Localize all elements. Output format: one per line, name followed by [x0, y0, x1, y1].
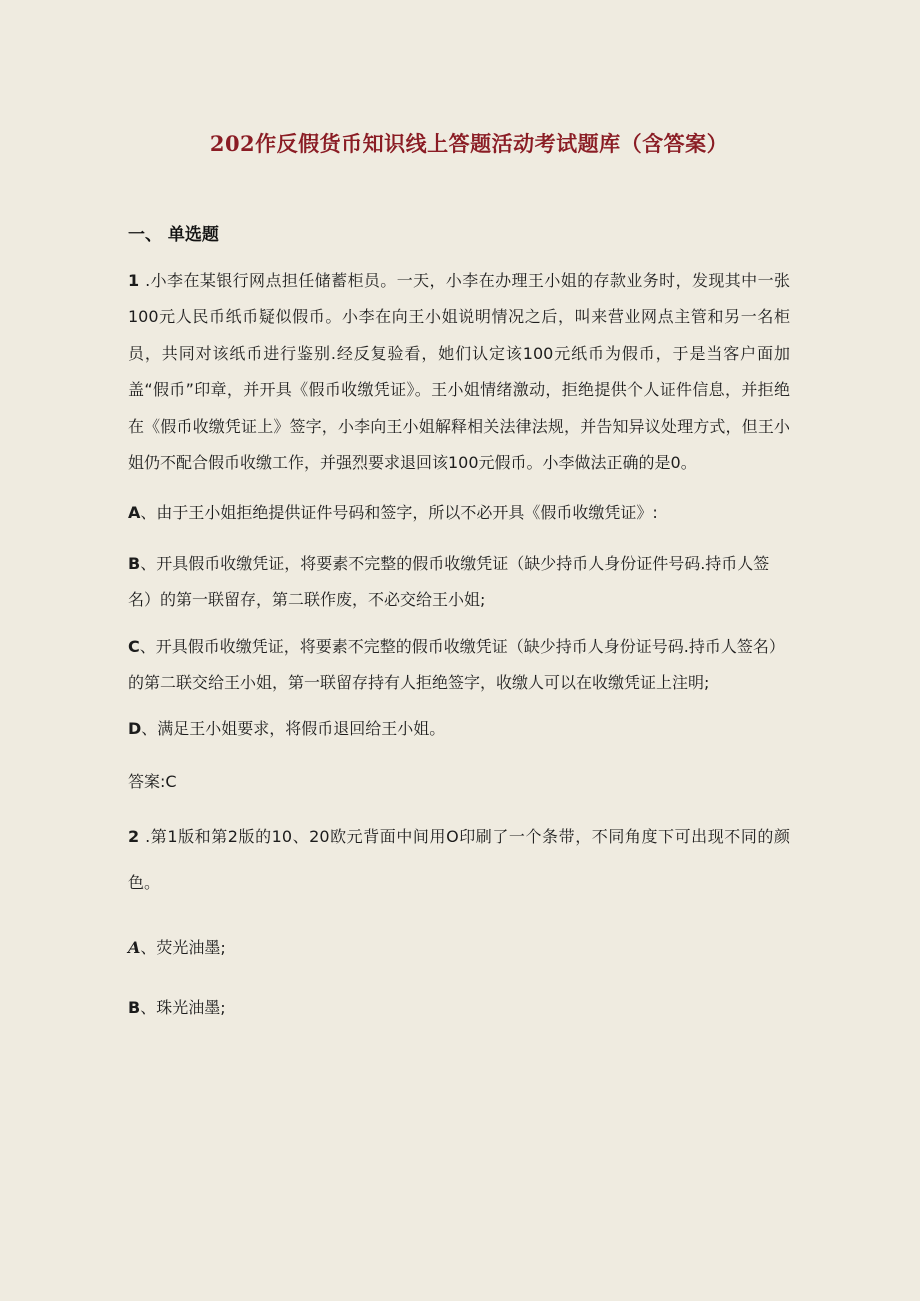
option-letter: B [128, 998, 141, 1018]
option-letter: C [128, 636, 140, 656]
option-letter: D [128, 719, 142, 739]
option-text: 、由于王小姐拒绝提供证件号码和签字，所以不必开具《假币收缴凭证》: [140, 503, 658, 523]
question-1-option-a [128, 495, 790, 531]
document-title: 202作反假货币知识线上答题活动考试题库（含答案） [209, 131, 729, 156]
question-1 [128, 263, 790, 481]
option-text: 、满足王小姐要求，将假币退回给王小姐。 [141, 719, 446, 739]
question-number: 2 [128, 826, 140, 846]
option-letter: A [128, 937, 141, 957]
section-heading: 一、 单选题 [128, 225, 219, 245]
question-1-answer: 答案:C [128, 771, 177, 791]
option-text: 、珠光油墨; [140, 998, 226, 1018]
question-1-option-d [128, 711, 790, 747]
question-2-option-a [128, 930, 790, 966]
question-text: .小李在某银行网点担任储蓄柜员。一天，小李在办理王小姐的存款业务时，发现其中一张100元人民币纸币疑似假币。小李在向王小姐说明情况之后，叫来营业网点主管和另一名柜员，共同对该纸币进行鉴别.经反复验看，她们认定该100元纸币为假币，于是当客户面加盖“假币”印章，并开具《假币收缴凭证》。王小姐情绪激动，拒绝提供个人证件信息，并拒绝在《假币收缴凭证上》签字，小李向王小姐解释相关法律法规，并告知异议处理方式，但王小姐仍不配合假币收缴工作，并强烈要求退回该100元假币。小李做法正确的是0。 [128, 271, 790, 473]
option-letter: A [128, 503, 141, 523]
question-2-option-b [128, 990, 790, 1026]
question-1-option-c [128, 629, 790, 702]
question-1-option-b [128, 546, 790, 619]
question-text: .第1版和第2版的10、20欧元背面中间用O印刷了一个条带，不同角度下可出现不同的颜色。 [128, 826, 790, 892]
option-letter: B [128, 553, 141, 573]
question-number: 1 [128, 271, 140, 290]
question-2 [128, 814, 790, 906]
option-text: 、开具假币收缴凭证，将要素不完整的假币收缴凭证（缺少持币人身份证号码.持币人签名）的第二联交给王小姐，第一联留存持有人拒绝签字，收缴人可以在收缴凭证上注明; [128, 636, 785, 693]
option-text: 、开具假币收缴凭证，将要素不完整的假币收缴凭证（缺少持币人身份证件号码.持币人签名）的第一联留存，第二联作废，不必交给王小姐; [128, 553, 770, 610]
option-text: 、荧光油墨; [140, 937, 226, 957]
